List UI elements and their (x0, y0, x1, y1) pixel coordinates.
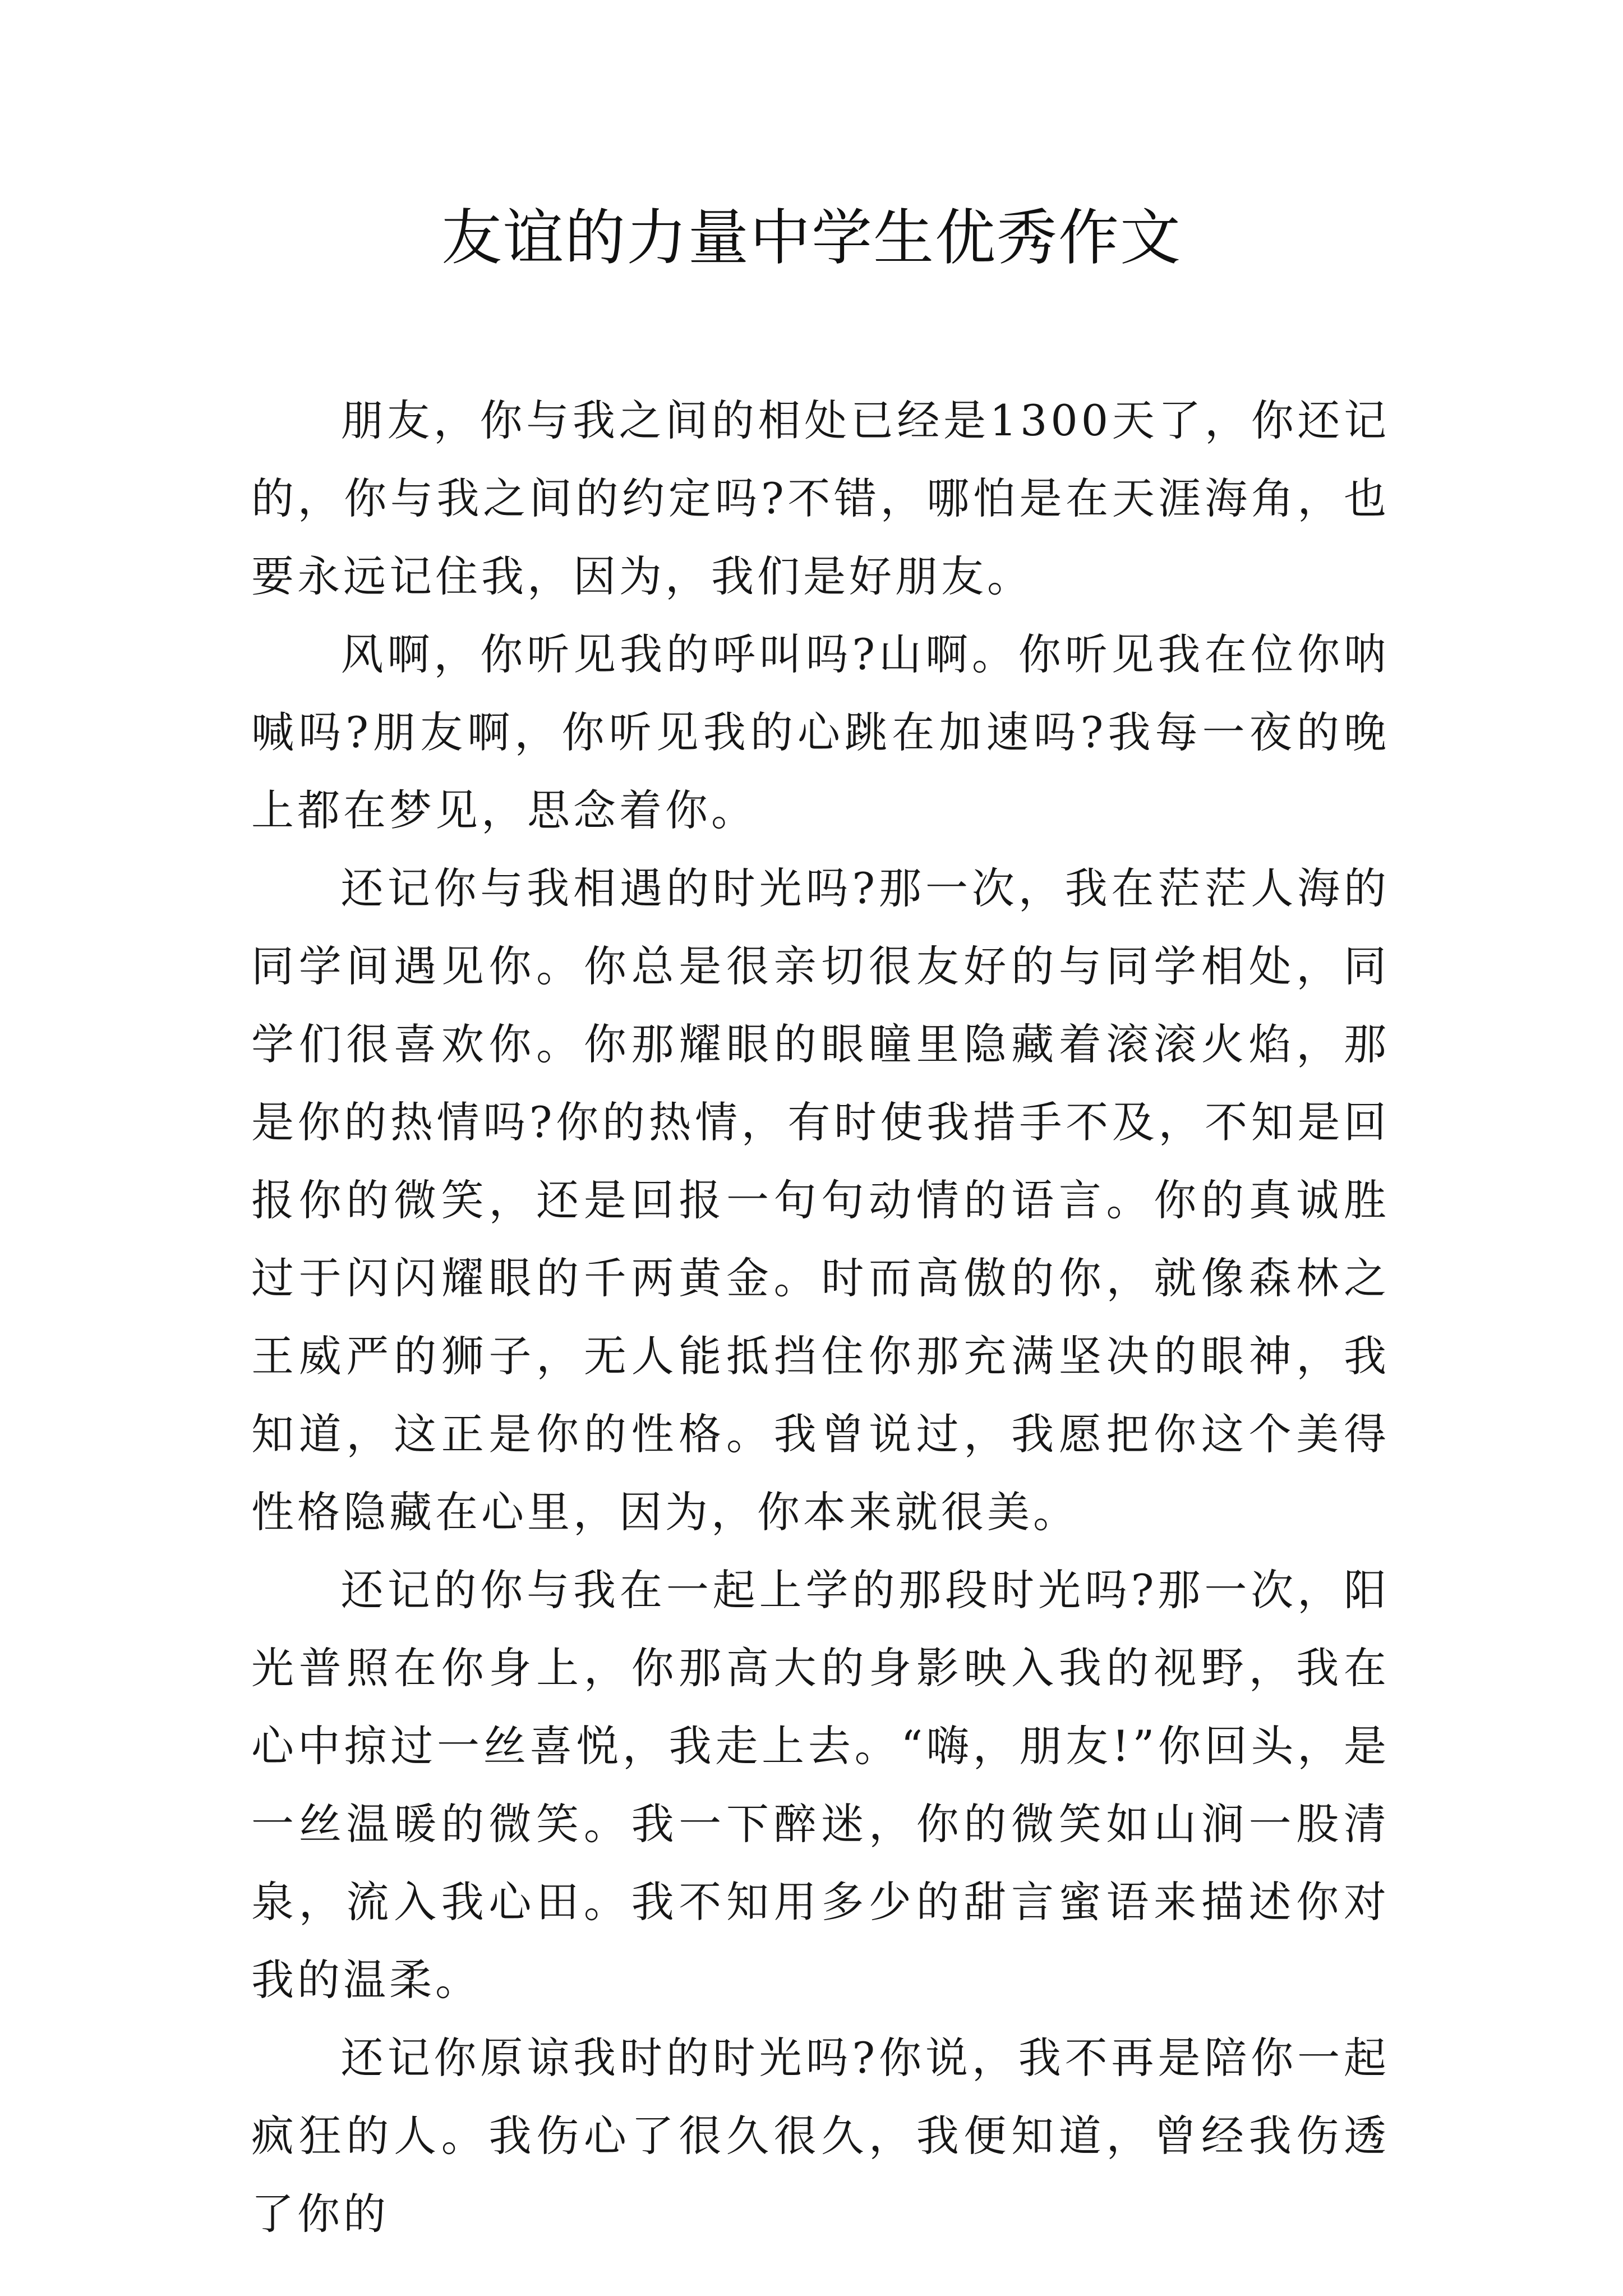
paragraph: 风啊，你听见我的呼叫吗?山啊。你听见我在位你呐喊吗?朋友啊，你听见我的心跳在加速吗?我每一夜的晚上都在梦见，思念着你。 (251, 629, 1390, 835)
paragraph: 还记你原谅我时的时光吗?你说，我不再是陪你一起疯狂的人。我伤心了很久很久，我便知道，曾经我伤透了你的 (251, 2033, 1390, 2239)
paragraph: 还记你与我相遇的时光吗?那一次，我在茫茫人海的同学间遇见你。你总是很亲切很友好的与同学相处，同学们很喜欢你。你那耀眼的眼瞳里隐藏着滚滚火焰，那是你的热情吗?你的热情，有时使我措手不及，不知是回报你的微笑，还是回报一句句动情的语言。你的真诚胜过于闪闪耀眼的千两黄金。时而高傲的你，就像森林之王威严的狮子，无人能抵挡住你那充满坚决的眼神，我知道，这正是你的性格。我曾说过，我愿把你这个美得性格隐藏在心里，因为，你本来就很美。 (251, 863, 1390, 1537)
paragraph: 还记的你与我在一起上学的那段时光吗?那一次，阳光普照在你身上，你那高大的身影映入我的视野，我在心中掠过一丝喜悦，我走上去。“嗨，朋友!”你回头，是一丝温暖的微笑。我一下醉迷，你的微笑如山涧一股清泉，流入我心田。我不知用多少的甜言蜜语来描述你对我的温柔。 (251, 1565, 1390, 2005)
document-body (251, 381, 1390, 2253)
document-title: 友谊的力量中学生优秀作文 (441, 203, 1182, 273)
paragraph: 朋友，你与我之间的相处已经是1300天了，你还记的，你与我之间的约定吗?不错，哪怕是在天涯海角，也要永远记住我，因为，我们是好朋友。 (251, 395, 1390, 601)
